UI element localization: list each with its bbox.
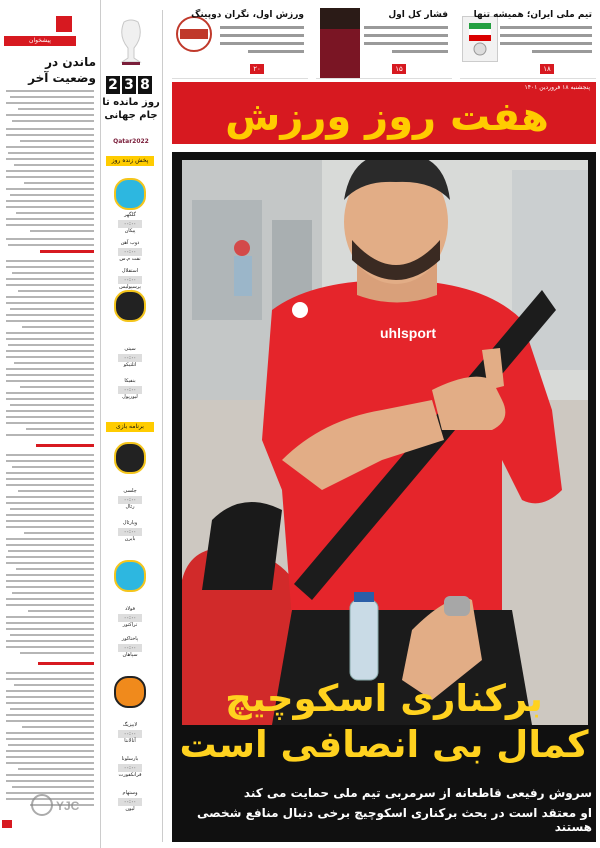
teaser-text-line <box>500 26 592 29</box>
headline-line: کمال بی انصافی است <box>179 723 589 766</box>
schedule-program-label: برنامه بازی <box>106 422 154 432</box>
shirt-sponsor: uhlsport <box>380 325 436 341</box>
match-row <box>104 268 156 292</box>
teaser-text-line <box>248 50 304 53</box>
trophy-icon <box>114 18 148 66</box>
team-b: تراکتور <box>122 622 138 628</box>
match-time: ۰۰:۰۰ <box>118 644 142 652</box>
team-b: لیورپول <box>122 394 138 400</box>
match-time: ۰۰:۰۰ <box>118 798 142 806</box>
cover-subhead: سروش رفیعی قاطعانه از سرمربی تیم ملی حمایت می کند <box>243 786 592 800</box>
team-a: ذوب آهن <box>120 240 140 246</box>
headline-line: برکناری اسکوچیچ <box>225 677 543 720</box>
match-time: ۰۰:۰۰ <box>118 528 142 536</box>
teaser-text-line <box>220 42 304 45</box>
teaser-title: تیم ملی ایران؛ همیشه تنها <box>473 10 592 20</box>
column-text-body <box>0 88 98 828</box>
league-logo <box>114 442 146 474</box>
teaser-title: فشار کل اول <box>388 10 448 20</box>
crest-icon <box>463 17 497 61</box>
player-photo <box>182 160 588 725</box>
teaser-text-line <box>220 26 304 29</box>
team-a: سیتی <box>124 346 136 352</box>
match-row <box>104 378 156 402</box>
teaser-page-number: ۱۵ <box>392 64 406 74</box>
column-text-lines <box>0 88 98 828</box>
match-row <box>104 756 156 780</box>
team-a: گلگهر <box>124 212 136 218</box>
schedule-header: پخش زنده روز <box>106 156 154 166</box>
svg-text:YJC: YJC <box>56 799 80 813</box>
team-a: بنفیکا <box>124 378 136 384</box>
league-logo <box>114 290 146 322</box>
column-rule <box>100 0 101 848</box>
team-b: پیکان <box>124 228 136 234</box>
team-a: استقلال <box>121 268 139 274</box>
team-a: پاختاکور <box>121 636 139 642</box>
team-b: آتالانتا <box>124 738 136 744</box>
team-b: لیون <box>125 806 135 812</box>
match-time: ۰۰:۰۰ <box>118 614 142 622</box>
teaser-text-line <box>220 34 304 37</box>
team-a: فولاد <box>124 606 136 612</box>
countdown-digit: 2 <box>106 76 120 94</box>
countdown-digit: 8 <box>138 76 152 94</box>
team-b: سپاهان <box>122 652 138 658</box>
masthead-date: پنجشنبه ۱۸ فروردین ۱۴۰۱ <box>524 84 590 91</box>
countdown-label: روز مانده تا جام جهانی <box>102 97 160 121</box>
team-b: نفت م.س <box>119 256 141 262</box>
match-row <box>104 790 156 814</box>
player-illustration <box>182 160 588 725</box>
team-b: پرسپولیس <box>119 284 141 290</box>
league-logo <box>114 560 146 592</box>
column-title: ماندن در وضعیت آخر <box>28 55 96 85</box>
column-tag: پیشخوان <box>4 36 76 46</box>
team-a: وستهام <box>122 790 138 796</box>
match-time: ۰۰:۰۰ <box>118 496 142 504</box>
teaser-page-number: ۱۸ <box>540 64 554 74</box>
column-rule <box>162 10 163 842</box>
match-row <box>104 520 156 544</box>
countdown-digits <box>104 76 156 94</box>
match-row <box>104 722 156 746</box>
team-b: رئال <box>125 504 135 510</box>
match-time: ۰۰:۰۰ <box>118 730 142 738</box>
masthead-title: هفت روز ورزش <box>225 94 549 140</box>
cover-headline <box>176 676 592 776</box>
team-a: چلسی <box>123 488 137 494</box>
team-b: اتلتیکو <box>123 362 137 368</box>
cover-subhead: او معتقد است در بحث برکناری اسکوچیچ برخی دنبال منافع شخصی هستند <box>197 806 592 834</box>
match-row <box>104 636 156 660</box>
teaser-text-line <box>392 50 448 53</box>
countdown-sub: Qatar2022 <box>113 138 149 145</box>
match-time: ۰۰:۰۰ <box>118 220 142 228</box>
trophy-illustration <box>114 18 148 66</box>
match-row <box>104 212 156 236</box>
teaser-text-line <box>364 34 448 37</box>
league-logo <box>114 676 146 708</box>
teaser-page-number: ۲۰ <box>250 64 264 74</box>
stamp-icon <box>174 14 214 54</box>
countdown-digit: 3 <box>122 76 136 94</box>
watermark-icon <box>30 792 86 818</box>
teaser-text-line <box>500 34 592 37</box>
player-thumbnail <box>320 8 360 78</box>
teaser-text-line <box>500 42 592 45</box>
team-b: بایرن <box>124 536 136 542</box>
teaser[interactable] <box>172 8 308 79</box>
match-row <box>104 346 156 370</box>
match-row <box>104 488 156 512</box>
column-logo <box>56 16 72 32</box>
teaser-text-line <box>364 26 448 29</box>
teaser-text-line <box>364 42 448 45</box>
league-logo <box>114 178 146 210</box>
match-time: ۰۰:۰۰ <box>118 386 142 394</box>
team-a: ویارئال <box>122 520 138 526</box>
watermark-logo <box>30 792 86 818</box>
match-row <box>104 606 156 630</box>
team-a: بارسلونا <box>121 756 139 762</box>
team-crest <box>462 16 498 62</box>
teaser[interactable] <box>316 8 452 79</box>
match-time: ۰۰:۰۰ <box>118 248 142 256</box>
team-b: فرانکفورت <box>118 772 142 778</box>
match-row <box>104 240 156 264</box>
teaser-text-line <box>532 50 592 53</box>
team-a: لایپزیگ <box>122 722 138 728</box>
teaser[interactable] <box>460 8 596 79</box>
doping-stamp <box>174 14 214 54</box>
match-time: ۰۰:۰۰ <box>118 276 142 284</box>
teaser-title: ورزش اول، نگران دوپینگ <box>191 10 304 20</box>
match-time: ۰۰:۰۰ <box>118 354 142 362</box>
top-strip <box>172 8 596 78</box>
match-time: ۰۰:۰۰ <box>118 764 142 772</box>
